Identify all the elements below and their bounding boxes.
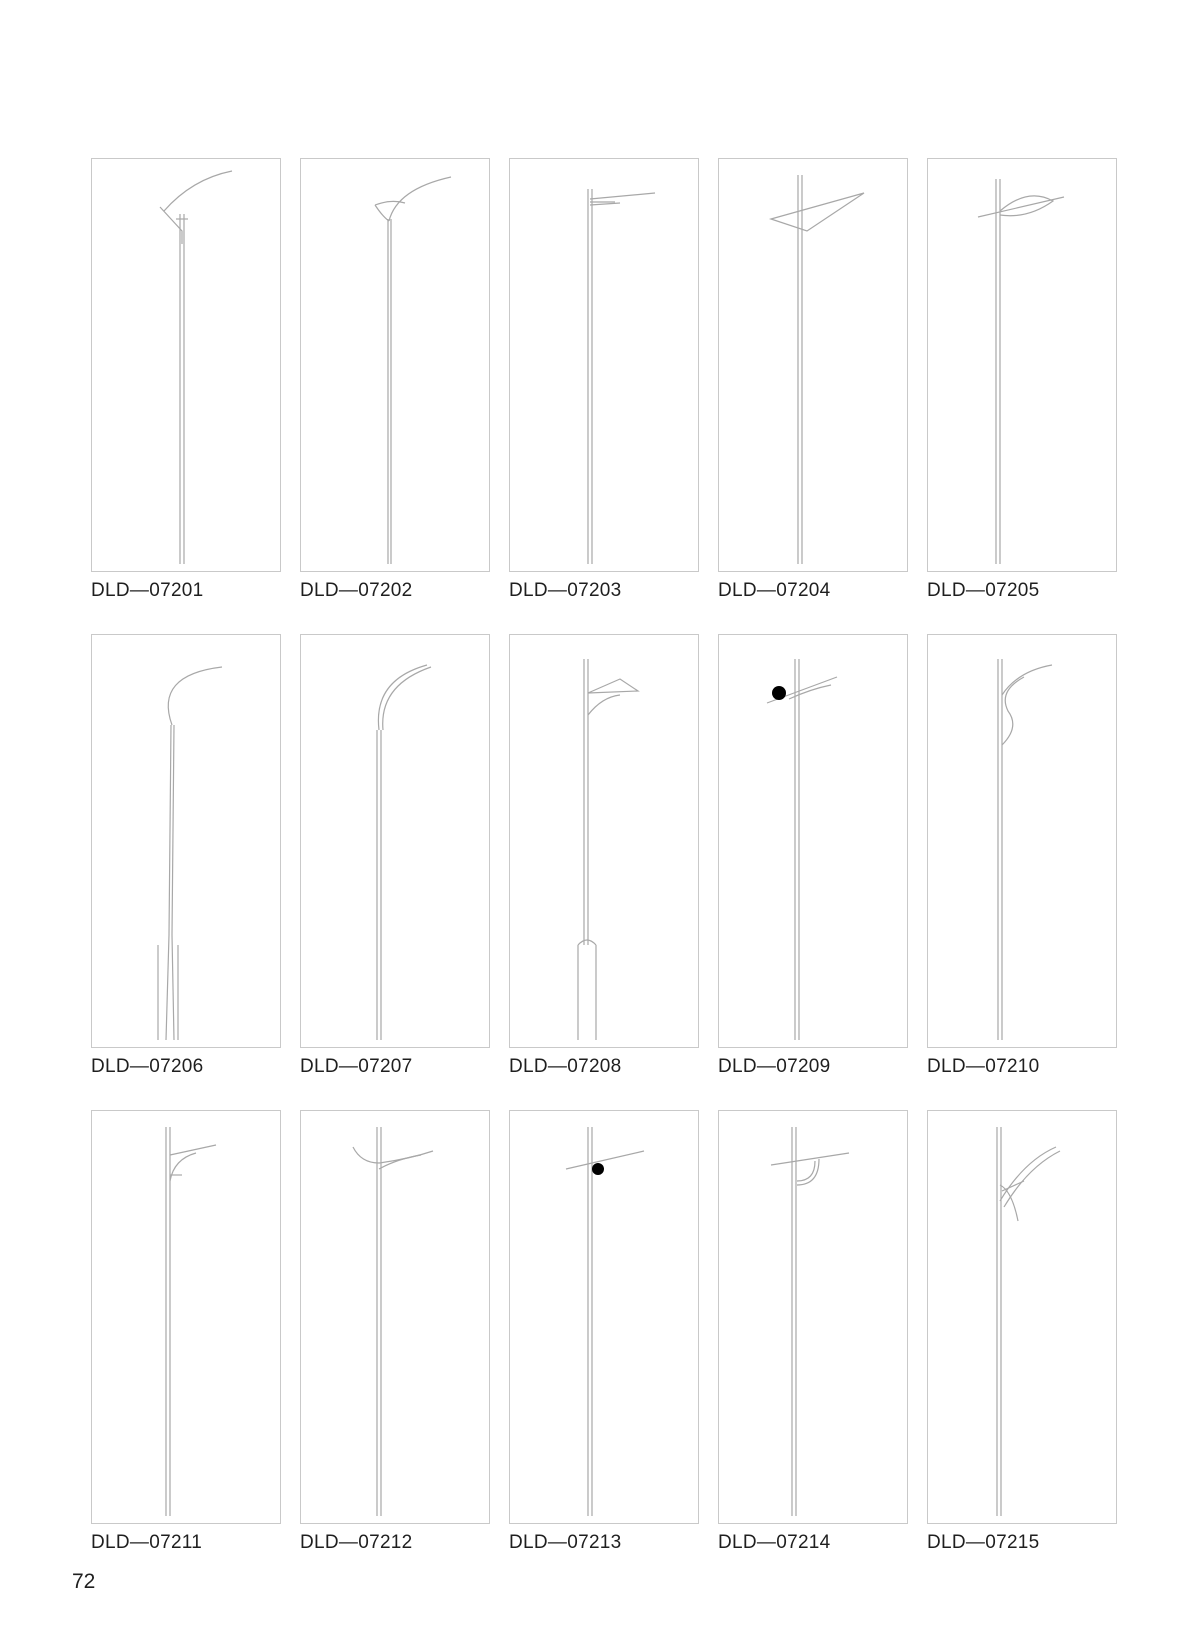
product-code: DLD—07209: [718, 1056, 831, 1077]
street-light-pole-drawing: [92, 159, 280, 571]
street-light-pole-drawing: [928, 159, 1116, 571]
product-code: DLD—07215: [927, 1532, 1040, 1553]
street-light-pole-drawing: [301, 635, 489, 1047]
product-image-frame: [91, 1110, 281, 1524]
street-light-pole-drawing: [719, 635, 907, 1047]
product-image-frame: [91, 634, 281, 1048]
street-light-pole-drawing: [510, 159, 698, 571]
product-image-frame: [300, 1110, 490, 1524]
product-image-frame: [718, 634, 908, 1048]
street-light-pole-drawing: [928, 635, 1116, 1047]
street-light-pole-drawing: [928, 1111, 1116, 1523]
product-code: DLD—07203: [509, 580, 622, 601]
product-image-frame: [927, 1110, 1117, 1524]
product-code: DLD—07211: [91, 1532, 203, 1553]
product-image-frame: [300, 158, 490, 572]
street-light-pole-drawing: [301, 1111, 489, 1523]
street-light-pole-drawing: [719, 159, 907, 571]
street-light-pole-drawing: [510, 635, 698, 1047]
street-light-pole-drawing: [719, 1111, 907, 1523]
product-image-frame: [509, 634, 699, 1048]
product-image-frame: [509, 1110, 699, 1524]
product-image-frame: [927, 634, 1117, 1048]
product-code: DLD—07212: [300, 1532, 413, 1553]
product-image-frame: [91, 158, 281, 572]
product-code: DLD—07204: [718, 580, 831, 601]
product-image-frame: [718, 1110, 908, 1524]
product-code: DLD—07213: [509, 1532, 622, 1553]
product-code: DLD—07207: [300, 1056, 413, 1077]
product-image-frame: [300, 634, 490, 1048]
product-code: DLD—07208: [509, 1056, 622, 1077]
page-number: 72: [72, 1570, 96, 1593]
street-light-pole-drawing: [510, 1111, 698, 1523]
product-image-frame: [718, 158, 908, 572]
product-code: DLD—07214: [718, 1532, 831, 1553]
street-light-pole-drawing: [92, 635, 280, 1047]
product-code: DLD—07206: [91, 1056, 204, 1077]
product-image-frame: [927, 158, 1117, 572]
product-code: DLD—07210: [927, 1056, 1040, 1077]
product-code: DLD—07201: [91, 580, 204, 601]
product-image-frame: [509, 158, 699, 572]
product-code: DLD—07205: [927, 580, 1040, 601]
street-light-pole-drawing: [301, 159, 489, 571]
product-code: DLD—07202: [300, 580, 413, 601]
street-light-pole-drawing: [92, 1111, 280, 1523]
